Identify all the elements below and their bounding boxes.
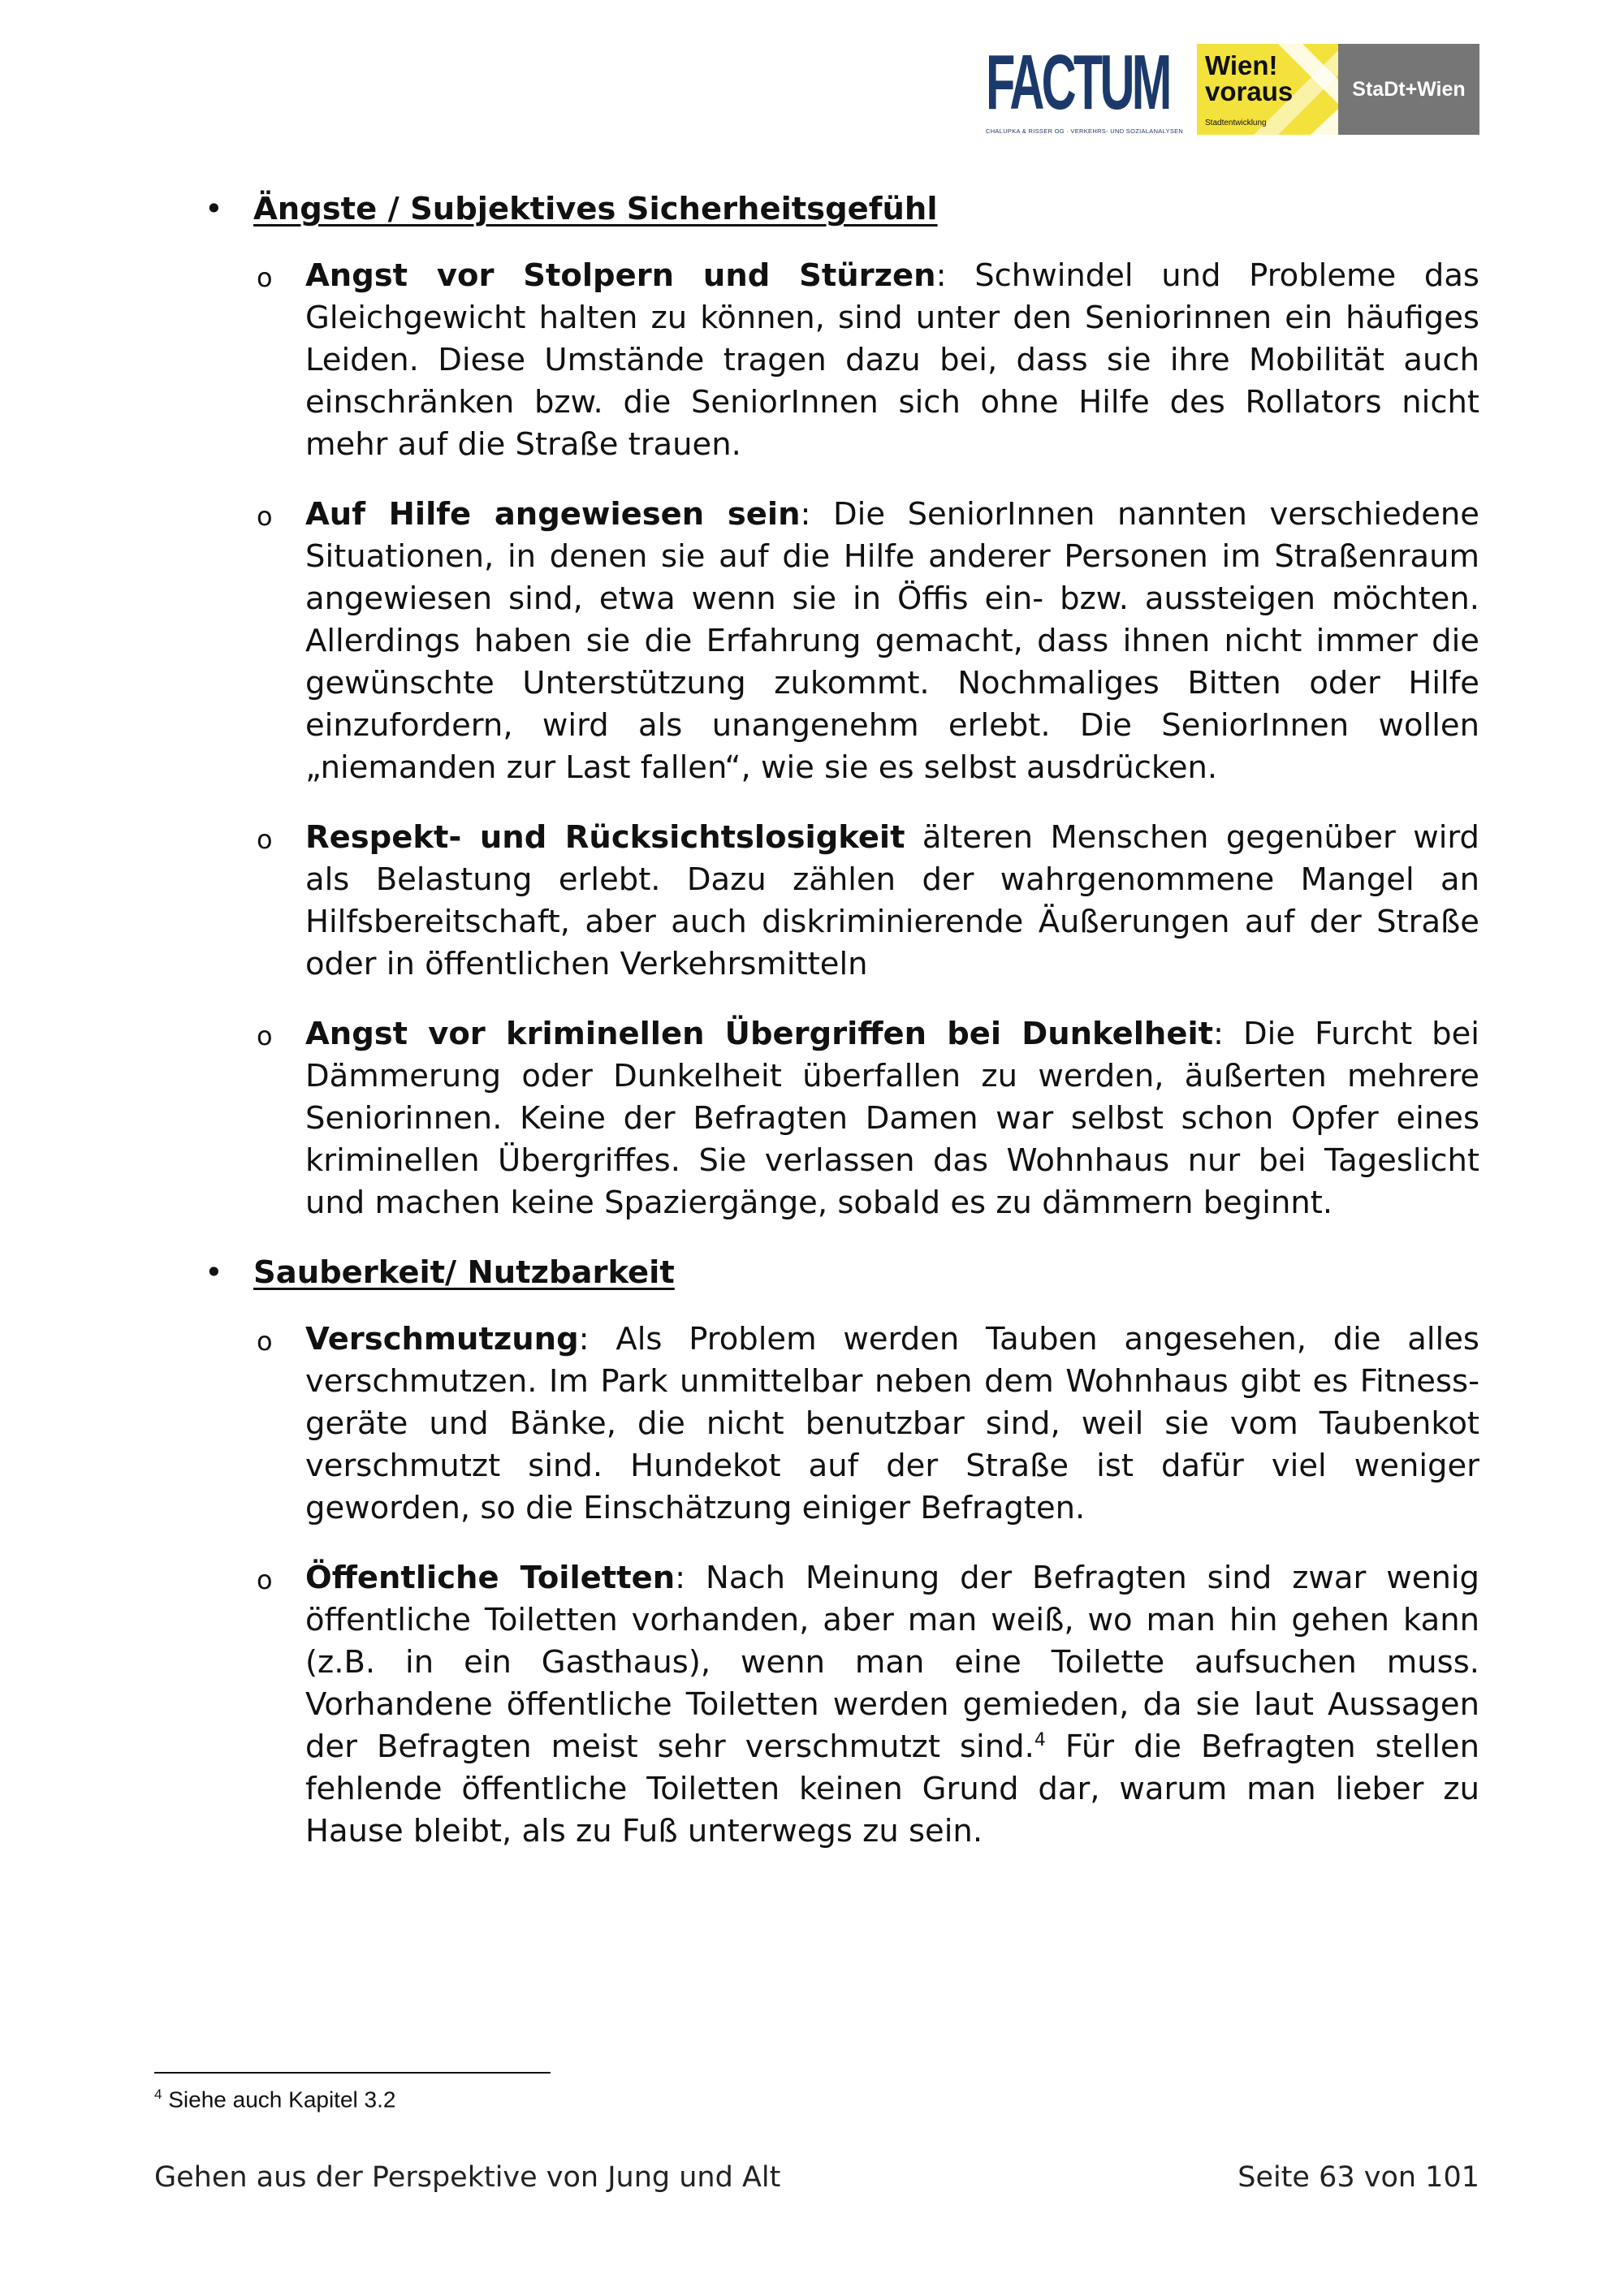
item-text: Für die Befragten stellen fehlende öffentliche Toiletten keinen Grund dar, warum man lieber zu Hause bleibt, als zu Fuß unterwegs zu sein. <box>305 1728 1480 1849</box>
circle-bullet-icon: o <box>257 262 273 293</box>
item-separator: : <box>935 257 947 294</box>
wien-voraus-line2: voraus <box>1205 76 1294 106</box>
footnote-number: 4 <box>154 2087 162 2102</box>
item-text: Schwindel und Probleme das Gleichgewicht halten zu können, sind unter den Seniorinnen ein häufiges Leiden. Diese Umstände tragen dazu bei, dass sie ihre Mobilität auch einschränken bzw. die SeniorInnen sich ohne Hilfe des Rollators nicht mehr auf die Straße trauen. <box>305 257 1479 463</box>
section-heading-text: Sauberkeit/ Nutzbarkeit <box>253 1254 675 1291</box>
bullet-icon: • <box>205 1254 223 1291</box>
list-item <box>257 1318 1479 1530</box>
list-item <box>257 817 1479 986</box>
item-text: älteren Menschen gegenüber wird als Belastung erlebt. Dazu zählen der wahrgenommene Mangel an Hilfsbereitschaft, aber auch diskriminierende Äußerungen auf der Straße oder in öffentlichen Verkehrsmitteln <box>305 819 1479 982</box>
document-body <box>195 188 1479 1880</box>
factum-logo-subtitle: CHALUPKA & RISSER OG · VERKEHRS- UND SOZIALANALYSEN <box>986 127 1184 135</box>
list-item <box>257 494 1479 789</box>
item-text: Die Furcht bei Dämmerung oder Dunkelheit überfallen zu werden, äußerten mehrere Seniorinnen. Keine der Befragten Damen war selbst schon Opfer eines kriminellen Übergriffes. Sie verlassen das Wohnhaus nur bei Tageslicht und machen keine Spaziergänge, sobald es zu dämmern beginnt. <box>305 1016 1479 1221</box>
item-text: Nach Meinung der Befragten sind zwar wenig öffentliche Toiletten vorhanden, aber man weiß, wo man hin gehen kann (z.B. in ein Gasthaus), wenn man eine Toilette aufsuchen muss. Vorhandene öffentliche Toiletten werden gemieden, da sie laut Aussagen der Befragten meist sehr verschmutzt sind. <box>305 1560 1479 1765</box>
footnote-text: Siehe auch Kapitel 3.2 <box>162 2087 396 2113</box>
wien-voraus-logo <box>1197 44 1338 135</box>
list-item <box>257 1557 1480 1853</box>
item-term: Öffentliche Toiletten <box>305 1560 676 1596</box>
item-separator: : <box>578 1321 590 1357</box>
footer-page-number: Seite 63 von 101 <box>1237 2161 1479 2194</box>
footnote-reference[interactable]: 4 <box>1034 1730 1046 1751</box>
item-text: Als Problem werden Tauben angesehen, die alles verschmutzen. Im Park unmittelbar neben dem Wohnhaus gibt es Fitness-geräte und Bänke, die nicht benutzbar sind, weil sie vom Taubenkot verschmutzt sind. Hundekot auf der Straße ist dafür viel weniger geworden, so die Einschätzung einiger Befragten. <box>305 1321 1479 1526</box>
circle-bullet-icon: o <box>257 1021 273 1051</box>
item-term: Respekt- und Rücksichtslosigkeit <box>305 819 905 856</box>
item-separator: : <box>675 1560 686 1596</box>
item-separator: : <box>800 496 811 533</box>
circle-bullet-icon: o <box>257 501 273 532</box>
factum-logo-word: FACTUM <box>986 39 1169 126</box>
section-heading-text: Ängste / Subjektives Sicherheitsgefühl <box>253 191 938 227</box>
item-term: Angst vor Stolpern und Stürzen <box>305 257 936 294</box>
section-heading <box>205 188 1479 231</box>
item-text: Die SeniorInnen nannten verschiedene Situationen, in denen sie auf die Hilfe anderer Personen im Straßenraum angewiesen sind, etwa wenn sie in Öffis ein- bzw. aussteigen möchten. Allerdings haben sie die Erfahrung gemacht, dass ihnen nicht immer die gewünschte Unterstützung zukommt. Nochmaliges Bitten oder Hilfe einzufordern, wird als unangenehm erlebt. Die SeniorInnen wollen „niemanden zur Last fallen“, wie sie es selbst ausdrücken. <box>305 496 1479 786</box>
circle-bullet-icon: o <box>257 824 273 855</box>
item-term: Auf Hilfe angewiesen sein <box>305 496 801 533</box>
stadt-wien-logo-text: StaDt+Wien <box>1352 77 1466 101</box>
item-term: Angst vor kriminellen Übergriffen bei Dunkelheit <box>305 1016 1214 1052</box>
wien-voraus-line1: Wien! <box>1205 50 1278 80</box>
wien-voraus-line3: Stadtentwicklung <box>1205 119 1267 127</box>
footnote-separator <box>154 2072 551 2074</box>
list-item <box>257 255 1479 466</box>
item-term: Verschmutzung <box>305 1321 579 1357</box>
stadt-wien-logo <box>1338 44 1479 135</box>
list-item <box>257 1013 1479 1224</box>
bullet-icon: • <box>205 191 223 227</box>
circle-bullet-icon: o <box>257 1326 273 1357</box>
header-logos <box>986 39 1479 135</box>
circle-bullet-icon: o <box>257 1564 273 1595</box>
footer-document-title: Gehen aus der Perspektive von Jung und Alt <box>154 2161 781 2194</box>
factum-logo <box>986 39 1184 135</box>
section-heading <box>205 1252 1479 1294</box>
footnote <box>154 2087 395 2113</box>
item-separator: : <box>1213 1016 1224 1052</box>
